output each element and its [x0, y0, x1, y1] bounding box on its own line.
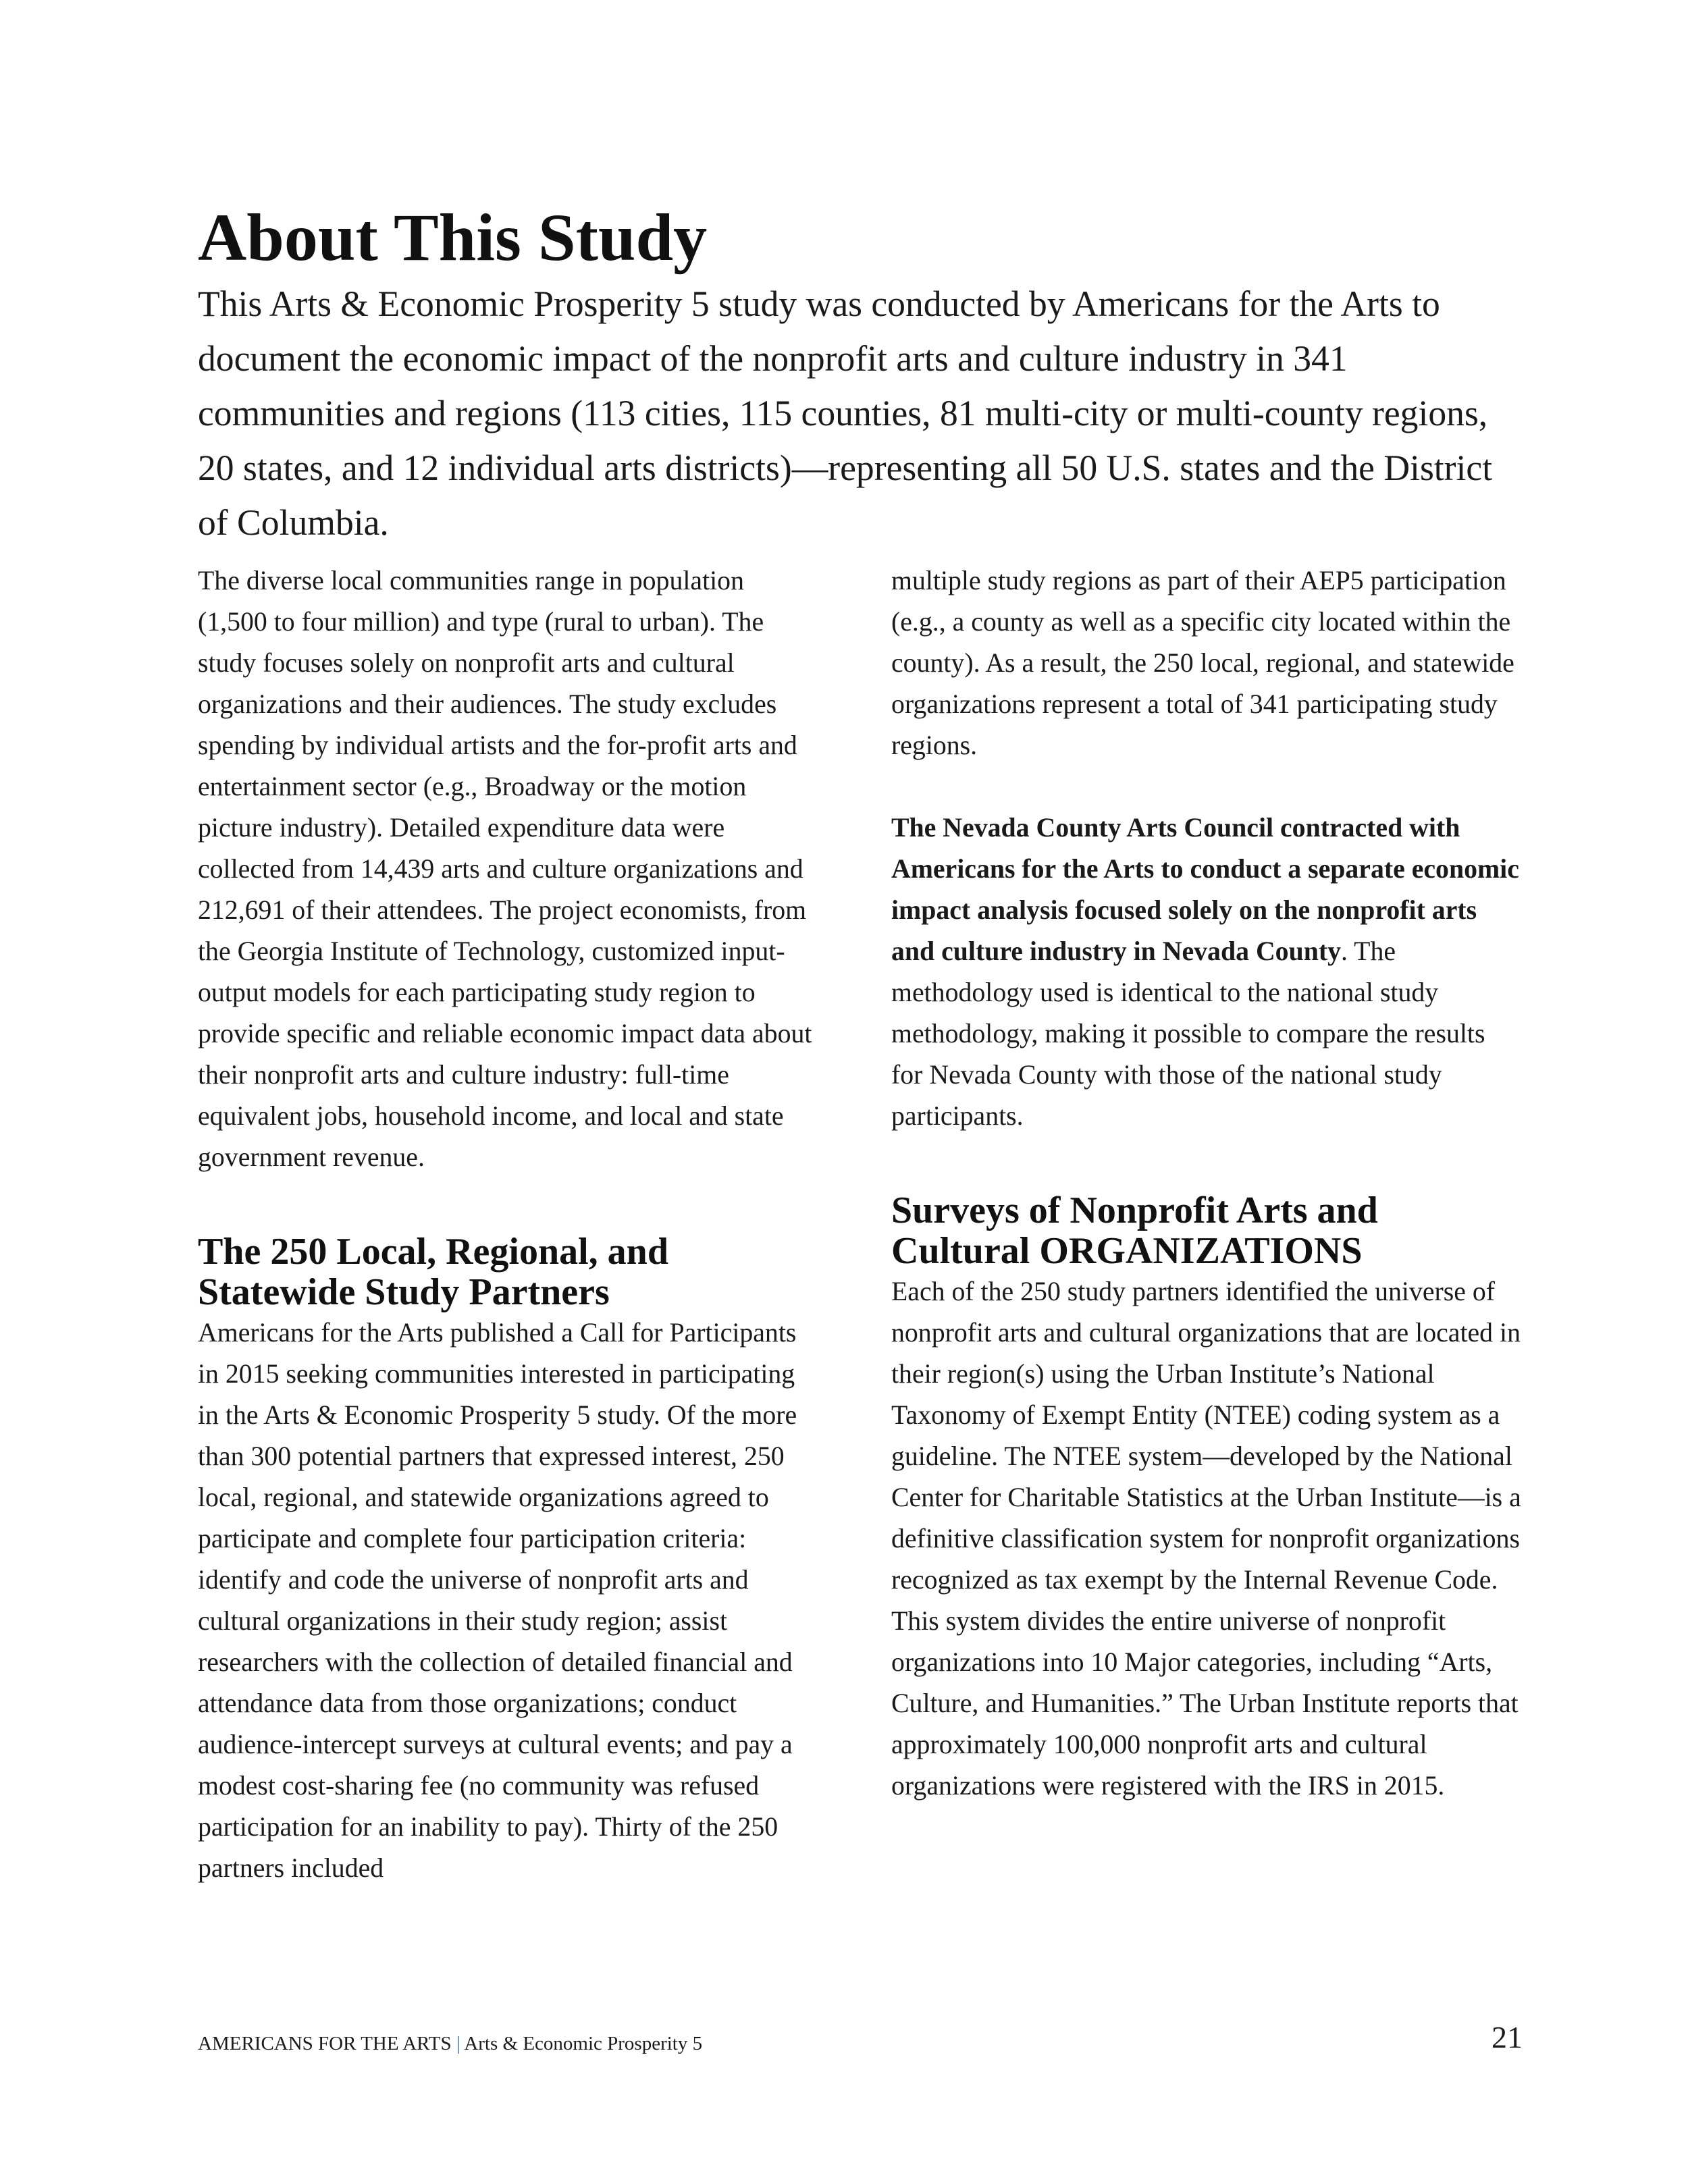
right-paragraph-3: Each of the 250 study partners identified the universe of nonprofit arts and cultural organizations that are located in their region(s) using the Urban Institute’s National Taxonomy of Exempt Entity (NTEE) coding system as a guideline. The NTEE system—developed by the National Center for Charitable Statistics at the Urban Institute—is a definitive classification system for nonprofit organizations recognized as tax exempt by the Internal Revenue Code. This system divides the entire universe of nonprofit organizations into 10 Major categories, including “Arts, Culture, and Humanities.” The Urban Institute reports that approximately 100,000 nonprofit arts and cultural organizations were registered with the IRS in 2015. [891, 1277, 1521, 1801]
page-title: About This Study [198, 200, 708, 275]
nevada-county-bold-lead: The Nevada County Arts Council contracted with Americans for the Arts to conduct a separate economic impact analysis focused solely on the nonprofit arts and culture industry in Nevada County [891, 813, 1519, 966]
left-paragraph-1: The diverse local communities range in population (1,500 to four million) and type (rural to urban). The study focuses solely on nonprofit arts and cultural organizations and their audiences. The study excludes spending by individual artists and the for-profit arts and entertainment sector (e.g., Broadway or the motion picture industry). Detailed expenditure data were collected from 14,439 arts and culture organizations and 212,691 of their attendees. The project economists, from the Georgia Institute of Technology, customized input-output models for each participating study region to provide specific and reliable economic impact data about their nonprofit arts and culture industry: full-time equivalent jobs, household income, and local and state government revenue. [198, 566, 812, 1172]
right-paragraph-1: multiple study regions as part of their AEP5 participation (e.g., a county as well as a specific city located within the county). As a result, the 250 local, regional, and statewide organizations represent a total of 341 participating study regions. [891, 566, 1514, 760]
section-heading-surveys [891, 1190, 1523, 1271]
footer-publication: Arts & Economic Prosperity 5 [464, 2033, 703, 2054]
footer-separator: | [456, 2033, 460, 2054]
page-number: 21 [1492, 2020, 1523, 2054]
left-paragraph-2: Americans for the Arts published a Call for Participants in 2015 seeking communities interested in participating in the Arts & Economic Prosperity 5 study. Of the more than 300 potential partners that expressed interest, 250 local, regional, and statewide organizations agreed to participate and complete four participation criteria: identify and code the universe of nonprofit arts and cultural organizations in their study region; assist researchers with the collection of detailed financial and attendance data from those organizations; conduct audience-intercept surveys at cultural events; and pay a modest cost-sharing fee (no community was refused participation for an inability to pay). Thirty of the 250 partners included [198, 1318, 797, 1883]
intro-paragraph: This Arts & Economic Prosperity 5 study was conducted by Americans for the Arts to document the economic impact of the nonprofit arts and culture industry in 341 communities and regions (113 cities, 115 counties, 81 multi-city or multi-county regions, 20 states, and 12 individual arts districts)—representing all 50 U.S. states and the District of Columbia. [198, 284, 1493, 543]
right-paragraph-2 [891, 807, 1523, 1137]
paragraph-spacer [891, 766, 1523, 807]
footer-org: AMERICANS FOR THE ARTS [198, 2033, 452, 2054]
surveys-heading-line-1: Surveys of Nonprofit Arts and [891, 1190, 1378, 1231]
nevada-county-text: . The methodology used is identical to the national study methodology, making it possible to compare the results for Nevada County with those of the national study participants. [891, 936, 1485, 1131]
surveys-heading-line-2: Cultural ORGANIZATIONS [891, 1230, 1363, 1272]
section-heading-study-partners: The 250 Local, Regional, and Statewide Study Partners [198, 1231, 668, 1313]
footer [198, 2030, 702, 2057]
right-column [891, 560, 1523, 1807]
left-column [198, 560, 819, 1889]
